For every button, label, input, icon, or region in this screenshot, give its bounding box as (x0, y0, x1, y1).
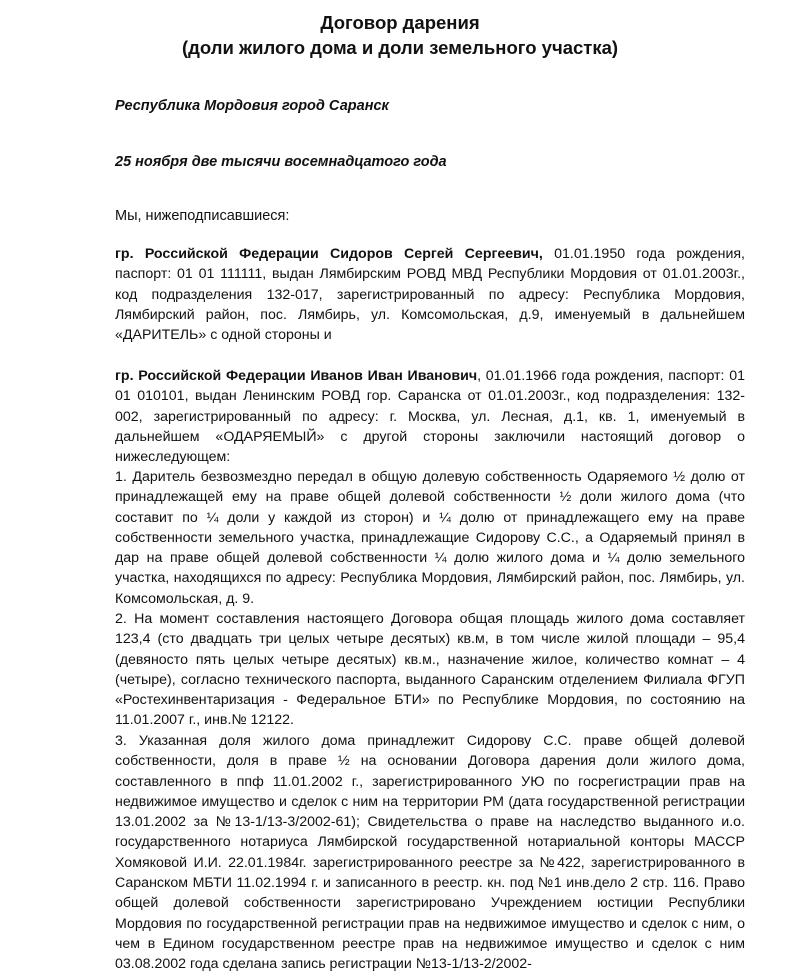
clause-3: 3. Указанная доля жилого дома принадлежит Сидорову С.С. праве общей долевой собственности, доля в праве ½ на основании Договора дарения доли жилого дома, составленного в ппф 11.01.2002 г., зарегистрированного УЮ по госрегистрации прав на недвижимое имущество и сделок с ним на территории РМ (дата государственной регистрации 13.01.2002 за №13-1/13-3/2002-61); Свидетельства о праве на наследство выданного и.о. государственного нотариуса Лямбирской государственной нотариальной конторы МАССР Хомяковой И.И. 22.01.1984г. зарегистрированного реестре за №422, зарегистрированного в Саранском МБТИ 11.02.1994 г. и записанного в реестр. кн. под №1 инв.дело 2 стр. 116. Право общей долевой собственности зарегистрировано Учреждением юстиции Республики Мордовия по государственной регистрации прав на недвижимое имущество и сделок с ним, о чем в Едином государственном реестре прав на недвижимое имущество и сделок с ним 03.08.2002 года сделана запись регистрации №13-1/13-2/2002- (115, 733, 745, 973)
donor-details: 01.01.1950 года рождения, паспорт: 01 01 111111, выдан Лямбирским РОВД МВД Республики Мордовия от 01.01.2003г., код подразделения 132-017, зарегистрированный по адресу: Республика Мордовия, Лямбирский район, пос. Лямбирь, ул. Комсомольская, д.9, именуемый в дальнейшем «ДАРИТЕЛЬ» с одной стороны и (115, 246, 745, 344)
clause-1: 1. Даритель безвозмездно передал в общую долевую собственность Одаряемого ½ долю от принадлежащей ему на праве общей долевой собственности ½ доли жилого дома (что составит по ¼ доли у каждой из сторон) и ¼ долю от принадлежащего ему на праве собственности земельного участка, принадлежащие Сидорову С.С., а Одаряемый принял в дар на праве общей долевой собственности ¼ долю жилого дома и ¼ долю земельного участка, находящихся по адресу: Республика Мордовия, Лямбирский район, пос. Лямбирь, ул. Комсомольская, д. 9. (115, 469, 745, 607)
party-recipient (115, 366, 745, 467)
document-subtitle: (доли жилого дома и доли земельного участка) (181, 37, 619, 58)
party-donor (115, 244, 745, 345)
recipient-details: , 01.01.1966 года рождения, паспорт: 01 01 010101, выдан Ленинским РОВД гор. Саранска от 01.01.2003г., код подразделения: 132-002, зарегистрированный по адресу: г. Москва, ул. Лесная, д.1, кв. 1, именуемый в дальнейшем «ОДАРЯЕМЫЙ» с другой стороны заключили настоящий договор о нижеследующем: (115, 368, 745, 466)
document-title: Договор дарения (320, 12, 480, 33)
document-place: Республика Мордовия город Саранск (115, 98, 389, 114)
clause-2: 2. На момент составления настоящего Договора общая площадь жилого дома составляет 123,4 (сто двадцать три целых четыре десятых) кв.м, в том числе жилой площади – 95,4 (девяносто пять целых четыре десятых) кв.м., назначение жилое, количество комнат – 4 (четыре), согласно технического паспорта, выданного Саранским отделением Филиала ФГУП «Ростехинвентаризация - Федеральное БТИ» по Республике Мордовия, по состоянию на 11.01.2007 г., инв.№ 12122. (115, 611, 745, 729)
intro-line: Мы, нижеподписавшиеся: (115, 208, 290, 224)
recipient-name: гр. Российской Федерации Иванов Иван Иванович (115, 368, 478, 384)
donor-name: гр. Российской Федерации Сидоров Сергей Сергеевич, (115, 246, 543, 262)
document-date: 25 ноября две тысячи восемнадцатого года (115, 154, 447, 170)
